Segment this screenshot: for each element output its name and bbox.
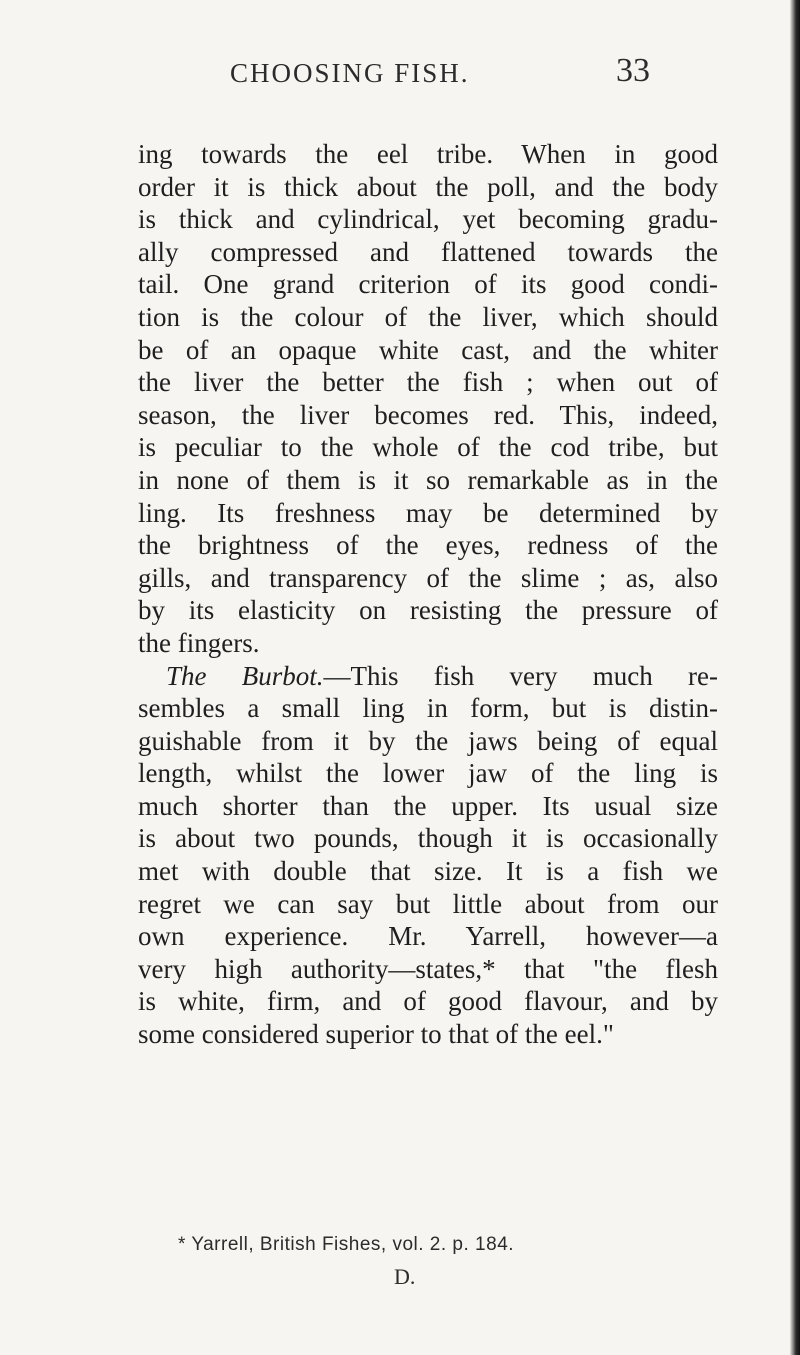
text-line: tion is the colour of the liver, which should: [138, 301, 718, 332]
text-line: season, the liver becomes red. This, indeed,: [138, 399, 718, 430]
text-line: is about two pounds, though it is occasionally: [138, 823, 718, 854]
body-text: [138, 138, 718, 1051]
text-line-rest: —This fish very much re-: [323, 660, 718, 691]
text-line: is thick and cylindrical, yet becoming gradu-: [138, 204, 718, 235]
text-line: tail. One grand criterion of its good condi-: [138, 269, 718, 300]
running-head: [0, 52, 800, 98]
text-line-first: [138, 660, 718, 693]
running-head-title: CHOOSING FISH.: [230, 58, 470, 88]
text-line: by its elasticity on resisting the pressure of: [138, 595, 718, 626]
text-line: ally compressed and flattened towards the: [138, 236, 718, 267]
text-line: much shorter than the upper. Its usual size: [138, 790, 718, 821]
text-line: the fingers.: [138, 627, 260, 658]
author-signature: D.: [394, 1264, 416, 1289]
footnote: * Yarrell, British Fishes, vol. 2. p. 184.: [178, 1234, 515, 1255]
text-line: very high authority—states,* that "the flesh: [138, 953, 718, 984]
text-line: be of an opaque white cast, and the whiter: [138, 334, 718, 365]
paragraph-burbot: [138, 660, 718, 1051]
text-line: the brightness of the eyes, redness of the: [138, 530, 718, 561]
text-line: regret we can say but little about from our: [138, 888, 718, 919]
text-line: ing towards the eel tribe. When in good: [138, 139, 718, 169]
text-line: is peculiar to the whole of the cod tribe, but: [138, 432, 718, 463]
text-line: guishable from it by the jaws being of equal: [138, 725, 718, 756]
text-line: ling. Its freshness may be determined by: [138, 497, 718, 528]
text-line: own experience. Mr. Yarrell, however—a: [138, 921, 718, 952]
text-line: met with double that size. It is a fish we: [138, 856, 718, 887]
text-line: is white, firm, and of good flavour, and by: [138, 986, 718, 1017]
text-line: sembles a small ling in form, but is distin-: [138, 693, 718, 724]
section-heading-burbot: The Burbot.: [166, 660, 324, 691]
text-line: gills, and transparency of the slime ; as, also: [138, 562, 718, 593]
text-line: in none of them is it so remarkable as in the: [138, 464, 718, 495]
paragraph-ling: [138, 138, 718, 660]
text-line: order it is thick about the poll, and the body: [138, 171, 718, 202]
text-line: length, whilst the lower jaw of the ling is: [138, 758, 718, 789]
text-line: the liver the better the fish ; when out of: [138, 367, 718, 398]
page-number: 33: [616, 52, 650, 89]
page-edge-shadow: [790, 0, 800, 1355]
text-line: some considered superior to that of the eel.": [138, 1019, 614, 1050]
